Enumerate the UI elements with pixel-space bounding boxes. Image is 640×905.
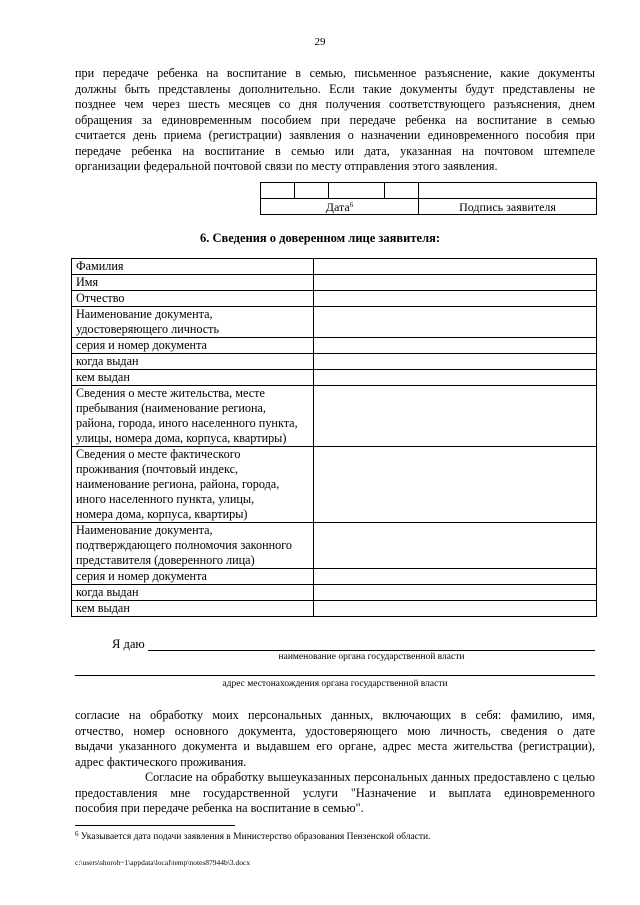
intro-line: считается день приема (регистрации) заявления о назначении единовременного пособия при [75,128,595,142]
row-label-line: иного населенного пункта, улицы, [76,492,255,506]
row-label-line: серия и номер документа [76,338,207,352]
row-value-field[interactable] [314,370,597,386]
intro-line: передаче ребенка на воспитание в семью или дата, указанная на почтовом штемпеле [75,143,595,158]
signature-cell[interactable] [419,183,597,199]
row-label-line: Наименование документа, [76,523,213,537]
row-label [72,291,314,307]
file-path: c:\users\shoroh~1\appdata\local\temp\notes87944b\3.docx [75,858,251,867]
row-value-field[interactable] [314,354,597,370]
signature-table [260,182,597,215]
table-row [72,275,597,291]
row-label [72,569,314,585]
row-label-line: представителя (доверенного лица) [76,553,255,567]
intro-line: обращения за единовременным пособием при передаче ребенка на воспитание в семью [75,112,595,127]
page-number: 29 [314,36,326,48]
authority-address-field[interactable] [75,675,595,676]
row-label [72,307,314,338]
table-row [72,386,597,447]
intro-line: позднее чем через шесть месяцев со дня получения соответствующего разъяснения, днем [75,97,595,111]
table-row [72,338,597,354]
table-row [72,601,597,617]
date-day-1[interactable] [261,183,295,199]
footnote-rule [75,825,235,826]
intro-paragraph [75,66,595,175]
row-label-line: когда выдан [76,585,139,599]
table-row [72,523,597,569]
consent-line: выдачи указанного документа и выдавшем его органе, адрес места жительства (регистрации), [75,739,595,753]
row-label [72,275,314,291]
row-label-line: улицы, номера дома, корпуса, квартиры) [76,431,287,445]
row-value-field[interactable] [314,338,597,354]
footnote [75,832,431,842]
row-label [72,354,314,370]
authority-name-field[interactable] [148,650,595,651]
intro-line: при передаче ребенка на воспитание в семью, письменное разъяснение, какие документы [75,66,595,80]
row-label-line: проживания (почтовый индекс, [76,462,239,476]
row-label-line: Фамилия [76,259,124,273]
row-value-field[interactable] [314,601,597,617]
row-label-line: когда выдан [76,354,139,368]
table-row [72,354,597,370]
table-row [72,291,597,307]
footnote-mark: 6 [75,830,79,838]
row-label-line: Сведения о месте жительства, месте [76,386,265,400]
row-label-line: Сведения о месте фактического [76,447,241,461]
row-value-field[interactable] [314,447,597,523]
table-row [72,370,597,386]
intro-line: организации федеральной почтовой связи по месту отправления этого заявления. [75,159,498,173]
row-label-line: Наименование документа, [76,307,213,321]
table-row [72,447,597,523]
footnote-ref: 6 [349,200,354,209]
row-label [72,370,314,386]
purpose-line: пособия при передаче ребенка на воспитание в семью". [75,801,364,815]
row-value-field[interactable] [314,275,597,291]
row-label [72,447,314,523]
consent-paragraph [75,708,595,817]
consent-line: согласие на обработку моих персональных данных, включающих в себя: фамилию, имя, [75,708,595,722]
row-label-line: Отчество [76,291,125,305]
row-value-field[interactable] [314,569,597,585]
row-value-field[interactable] [314,585,597,601]
consent-line: адрес фактического проживания. [75,754,247,769]
authority-address-caption: адрес местонахождения органа государственной власти [222,679,448,689]
purpose-line: Согласие на обработку вышеуказанных персональных данных предоставлено с целью [145,770,595,784]
ya-dayu-label: Я даю [112,637,145,651]
row-label-line: удостоверяющего личность [76,322,220,336]
section-heading: 6. Сведения о доверенном лице заявителя: [199,231,441,245]
table-row [72,585,597,601]
row-value-field[interactable] [314,291,597,307]
date-label-cell [261,199,419,215]
row-label [72,386,314,447]
row-label [72,601,314,617]
footnote-text: Указывается дата подачи заявления в Министерство образования Пензенской области. [78,832,431,842]
consent-line: отчество, номер основного документа, удостоверяющего мою личность, сведения о дате [75,723,595,738]
signature-label: Подпись заявителя [419,199,597,215]
row-label [72,259,314,275]
row-label-line: номера дома, корпуса, квартиры) [76,507,248,521]
row-label-line: подтверждающего полномочия законного [76,538,293,552]
intro-line: должны быть представлены дополнительно. Если такие документы будут представлены не [75,81,595,96]
row-label [72,585,314,601]
row-label-line: серия и номер документа [76,569,207,583]
authority-name-caption: наименование органа государственной власти [278,652,465,662]
row-value-field[interactable] [314,307,597,338]
row-value-field[interactable] [314,259,597,275]
row-label-line: Имя [76,275,99,289]
table-row [72,307,597,338]
row-value-field[interactable] [314,523,597,569]
date-label: Дата [325,199,350,214]
date-day-2[interactable] [295,183,329,199]
row-label-line: кем выдан [76,370,130,384]
row-label [72,338,314,354]
row-label-line: района, города, иного населенного пункта, [76,416,298,430]
row-value-field[interactable] [314,386,597,447]
table-row [72,569,597,585]
table-row [72,259,597,275]
date-month[interactable] [329,183,385,199]
row-label-line: пребывания (наименование региона, [76,401,266,415]
trustee-info-table [71,258,597,617]
row-label-line: кем выдан [76,601,130,615]
row-label-line: наименование региона, района, города, [76,477,280,491]
row-label [72,523,314,569]
purpose-line: предоставления мне государственной услуги "Назначение и выплата единовременного [75,785,595,800]
date-year[interactable] [385,183,419,199]
